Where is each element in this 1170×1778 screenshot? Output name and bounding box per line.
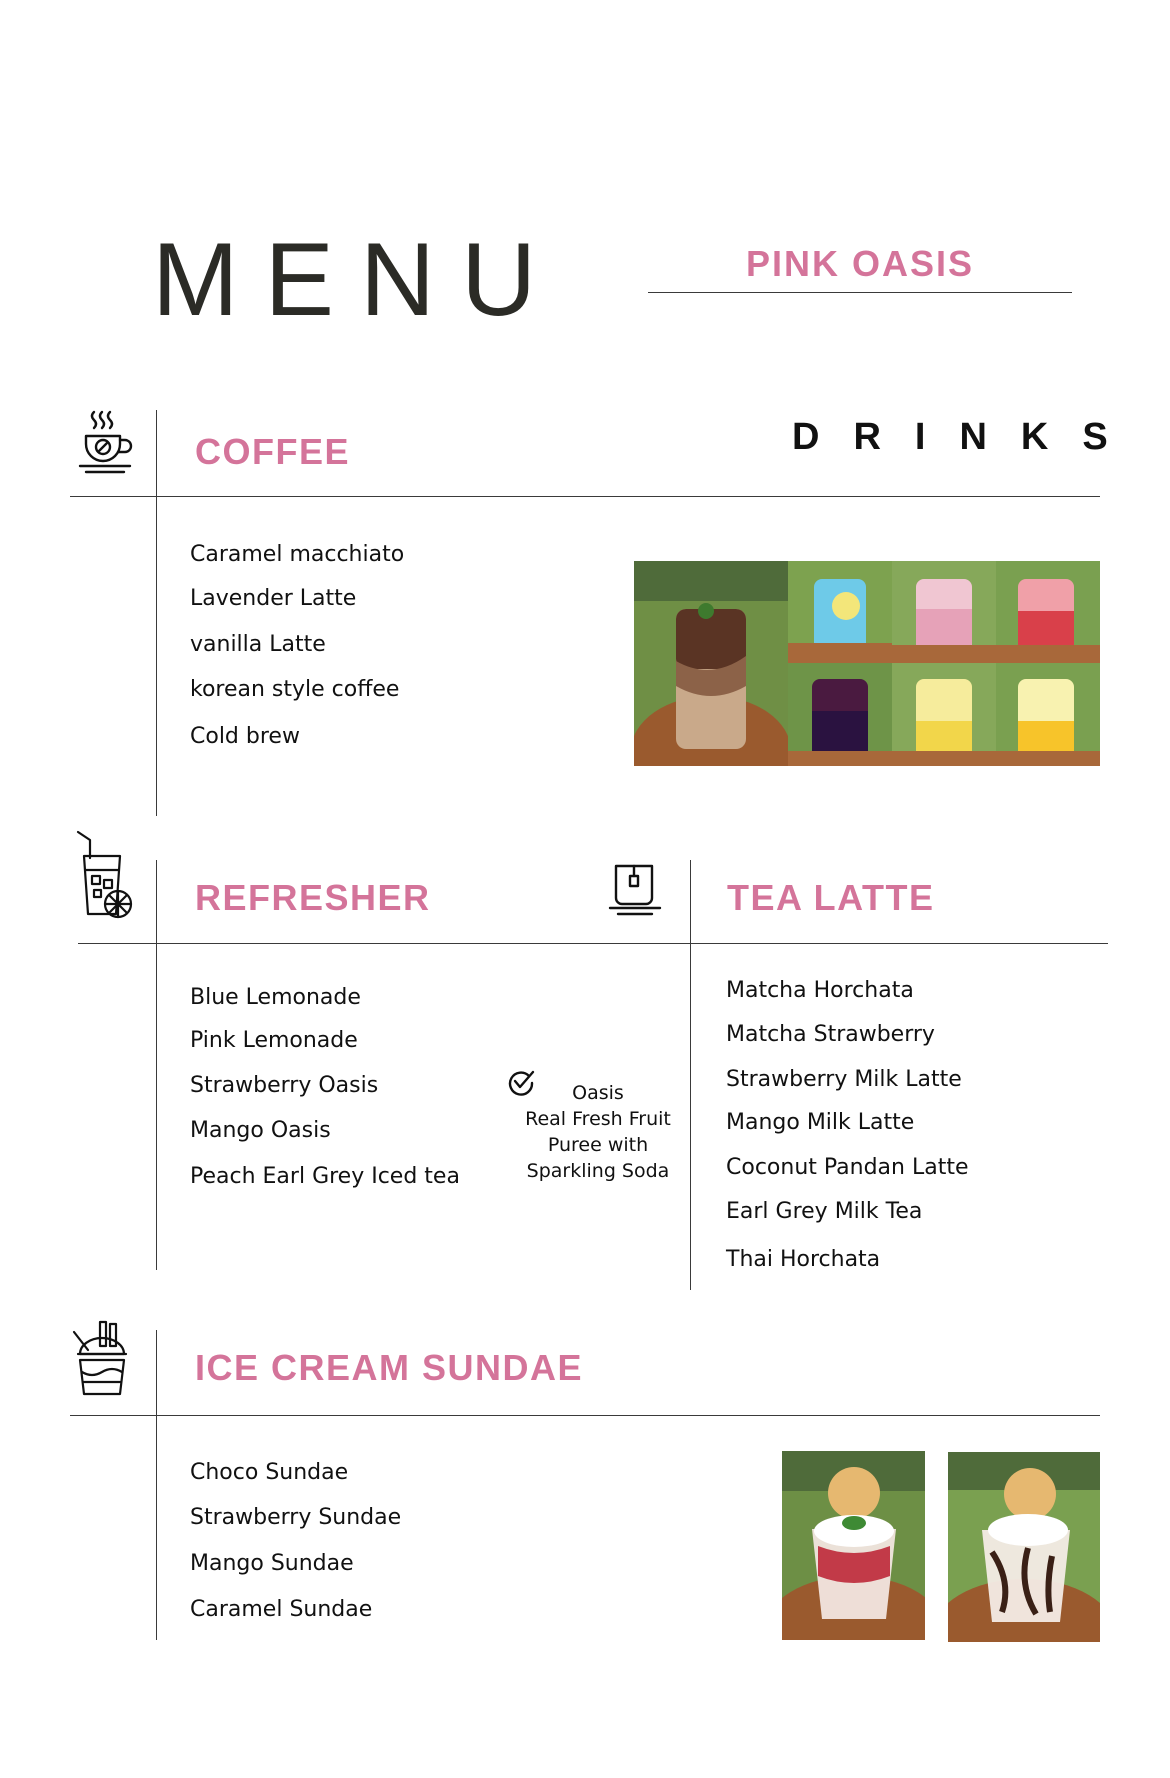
- menu-item: Coconut Pandan Latte: [726, 1155, 969, 1180]
- coffee-section-title: COFFEE: [195, 431, 351, 472]
- menu-item: Caramel Sundae: [190, 1597, 373, 1622]
- menu-item: Blue Lemonade: [190, 985, 361, 1010]
- brand-name: PINK OASIS: [745, 243, 975, 284]
- coffee-vertical-rule: [156, 410, 157, 816]
- tea-latte-section-title: TEA LATTE: [727, 877, 935, 918]
- menu-item: Matcha Strawberry: [726, 1022, 935, 1047]
- menu-item: Peach Earl Grey Iced tea: [190, 1164, 460, 1189]
- menu-item: korean style coffee: [190, 677, 400, 702]
- menu-item: Matcha Horchata: [726, 978, 914, 1003]
- oasis-note-line: Puree with: [547, 1134, 649, 1156]
- oasis-note-line: Sparkling Soda: [526, 1160, 670, 1182]
- brand-underline: [648, 292, 1072, 293]
- oasis-note: [498, 1080, 698, 1184]
- menu-item: Mango Milk Latte: [726, 1110, 915, 1135]
- tea-latte-vertical-rule: [690, 860, 691, 1290]
- menu-item: Strawberry Sundae: [190, 1505, 402, 1530]
- iced-drink-icon: [76, 830, 134, 920]
- drinks-label: DRINKS: [792, 416, 1142, 458]
- refresher-divider: [78, 943, 1108, 944]
- menu-item: Strawberry Milk Latte: [726, 1067, 962, 1092]
- choco-sundae-photo: [948, 1452, 1100, 1642]
- sundae-vertical-rule: [156, 1330, 157, 1640]
- menu-item: Mango Oasis: [190, 1118, 331, 1143]
- coffee-divider: [70, 496, 1100, 497]
- coffee-cup-icon: [76, 410, 140, 476]
- sundae-divider: [70, 1415, 1100, 1416]
- menu-item: Mango Sundae: [190, 1551, 354, 1576]
- drinks-photo-collage: [634, 561, 1100, 766]
- menu-item: Cold brew: [190, 724, 300, 749]
- refresher-vertical-rule: [156, 860, 157, 1270]
- menu-item: Caramel macchiato: [190, 542, 405, 567]
- menu-item: Strawberry Oasis: [190, 1073, 379, 1098]
- oasis-note-line: Real Fresh Fruit: [525, 1108, 671, 1130]
- refresher-section-title: REFRESHER: [195, 877, 431, 918]
- menu-item: Pink Lemonade: [190, 1028, 358, 1053]
- menu-item: Choco Sundae: [190, 1460, 349, 1485]
- strawberry-sundae-photo: [782, 1451, 925, 1640]
- menu-item: Lavender Latte: [190, 586, 357, 611]
- ice-cream-sundae-icon: [70, 1320, 134, 1400]
- menu-item: vanilla Latte: [190, 632, 326, 657]
- sundae-section-title: ICE CREAM SUNDAE: [195, 1347, 584, 1388]
- oasis-note-title: Oasis: [572, 1082, 624, 1104]
- menu-item: Earl Grey Milk Tea: [726, 1199, 923, 1224]
- tea-cup-icon: [608, 862, 662, 918]
- page-title: MENU: [152, 222, 563, 338]
- menu-item: Thai Horchata: [726, 1247, 881, 1272]
